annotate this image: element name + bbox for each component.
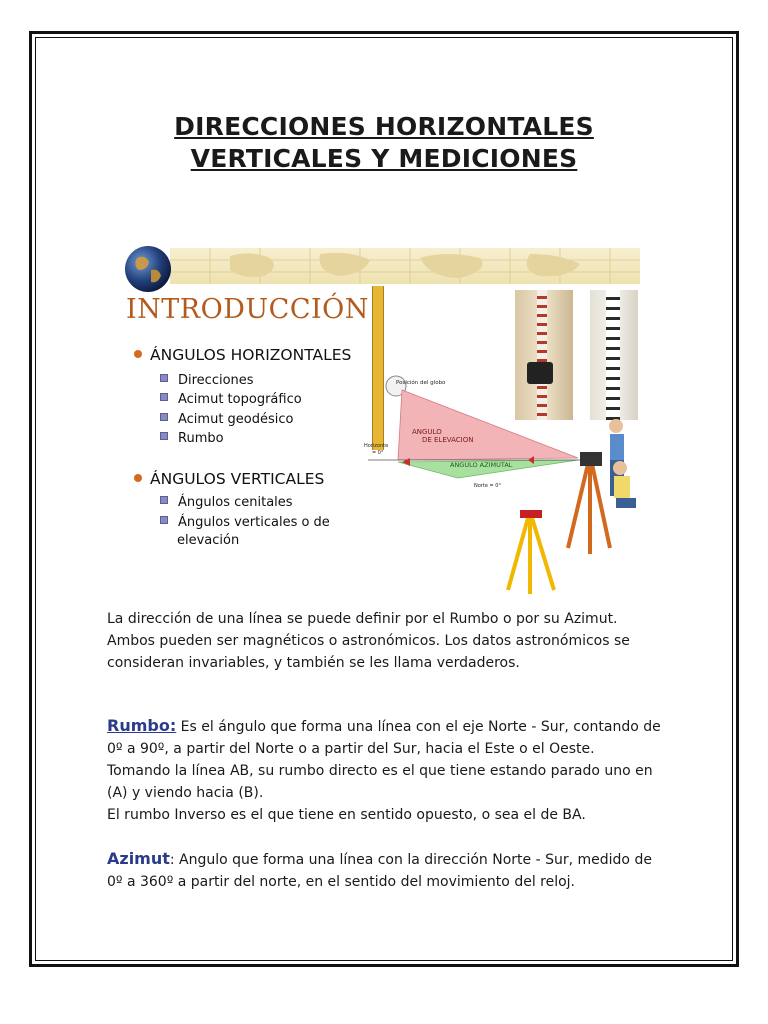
intro-slide-image	[120, 238, 640, 610]
bullet-square-icon	[160, 516, 168, 524]
bullet-square-icon	[160, 496, 168, 504]
list-item-continuation: elevación	[177, 533, 240, 548]
horizon-label-1: Horizonte	[364, 443, 389, 449]
elevation-angle-label-1: ANGULO	[412, 428, 442, 436]
list-item: Ángulos cenitales	[160, 493, 293, 512]
horizon-label-2: = 0°	[372, 450, 384, 456]
globe-position-label: Posición del globo	[396, 380, 446, 386]
rumbo-paragraph: Rumbo: Es el ángulo que forma una línea con el eje Norte - Sur, contando de 0º a 90º, a partir del Norte o a partir del Sur, hacia el Este o el Oeste. Tomando la línea AB, su rumbo directo es el que tiene estando parado uno en (A) y viendo hacia (B). El rumbo Inverso es el que tiene en sentido opuesto, o sea el de BA.	[107, 716, 661, 823]
bullet-dot-icon	[134, 350, 142, 358]
world-map-band	[170, 248, 640, 284]
intro-paragraph: La dirección de una línea se puede definir por el Rumbo o por su Azimut. Ambos pueden ser magnéticos o astronómicos. Los datos astronómicos se consideran invariables, y también se les llama verdaderos.	[107, 611, 630, 671]
north-label: Norte = 0°	[474, 483, 501, 489]
list-item: Direcciones	[160, 371, 254, 390]
elevation-angle-label-2: DE ELEVACION	[422, 436, 474, 444]
list-item: Acimut topográfico	[160, 390, 302, 409]
azimut-term: Azimut	[107, 849, 170, 868]
bullet-square-icon	[160, 413, 168, 421]
azimuth-angle-label: ANGULO AZIMUTAL	[450, 461, 513, 469]
bullet-square-icon	[160, 432, 168, 440]
document-title-line-1: DIRECCIONES HORIZONTALES	[174, 112, 594, 141]
bullet-square-icon	[160, 393, 168, 401]
slide-heading: INTRODUCCIÓN	[126, 294, 369, 325]
bullet-dot-icon	[134, 474, 142, 482]
vertical-angles-heading: ÁNGULOS VERTICALES	[134, 470, 324, 488]
globe-icon	[123, 244, 173, 294]
list-item: Rumbo	[160, 429, 224, 448]
azimut-paragraph: Azimut: Angulo que forma una línea con la dirección Norte - Sur, medido de 0º a 360º a partir del norte, en el sentido del movimiento del reloj.	[107, 849, 652, 890]
rumbo-term: Rumbo:	[107, 716, 177, 735]
list-item: Acimut geodésico	[160, 410, 294, 429]
list-item: Ángulos verticales o de	[160, 513, 330, 532]
bullet-square-icon	[160, 374, 168, 382]
document-title-line-2: VERTICALES Y MEDICIONES	[190, 144, 578, 173]
horizontal-angles-heading: ÁNGULOS HORIZONTALES	[134, 346, 351, 364]
